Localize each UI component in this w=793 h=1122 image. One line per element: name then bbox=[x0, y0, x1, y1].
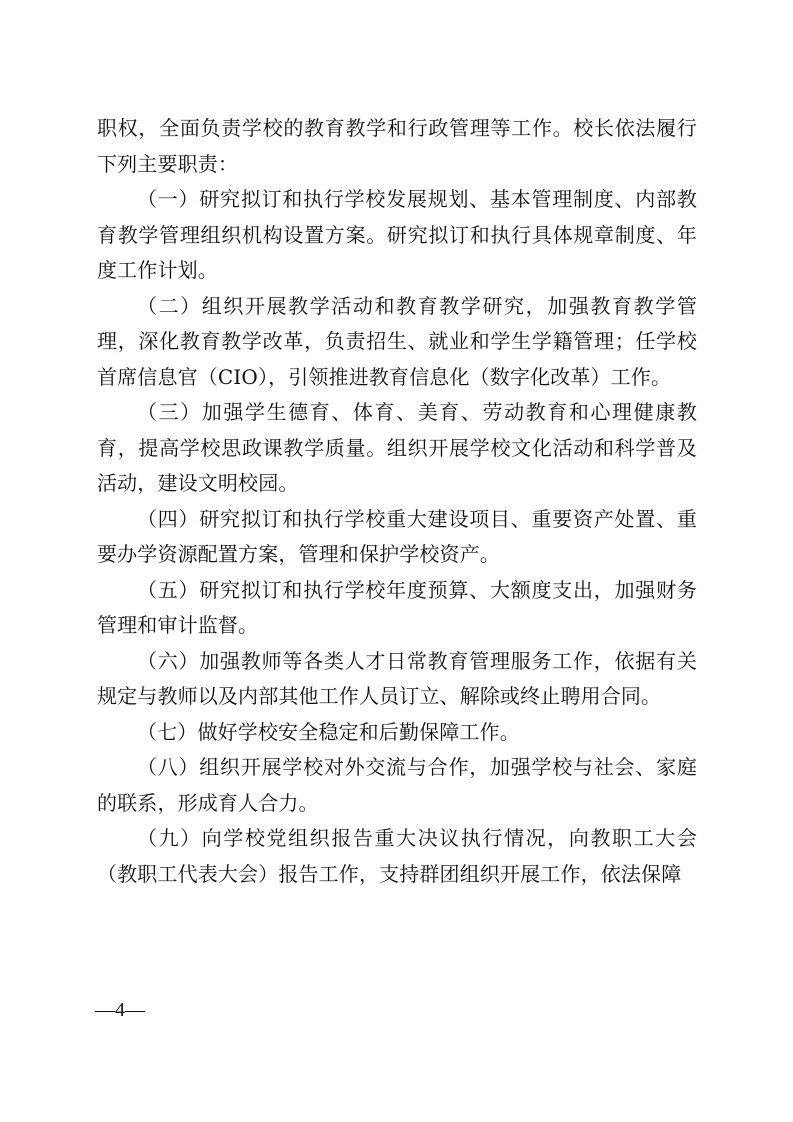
paragraph-duty-9: （九）向学校党组织报告重大决议执行情况，向教职工大会（教职工代表大会）报告工作，支持群团组织开展工作，依法保障 bbox=[97, 826, 697, 886]
paragraph-duty-7: （七）做好学校安全稳定和后勤保障工作。 bbox=[137, 719, 520, 744]
paragraph-continuation: 职权，全面负责学校的教育教学和行政管理等工作。校长依法履行下列主要职责： bbox=[97, 116, 697, 176]
paragraph-duty-3: （三）加强学生德育、体育、美育、劳动教育和心理健康教育，提高学校思政课教学质量。组织开展学校文化活动和科学普及活动，建设文明校园。 bbox=[97, 400, 697, 495]
paragraph-duty-6: （六）加强教师等各类人才日常教育管理服务工作，依据有关规定与教师以及内部其他工作人员订立、解除或终止聘用合同。 bbox=[97, 648, 697, 708]
page-number: —4— bbox=[95, 999, 145, 1021]
paragraph-duty-1: （一）研究拟订和执行学校发展规划、基本管理制度、内部教育教学管理组织机构设置方案。研究拟订和执行具体规章制度、年度工作计划。 bbox=[97, 187, 697, 282]
paragraph-duty-2: （二）组织开展教学活动和教育教学研究，加强教育教学管理，深化教育教学改革，负责招生、就业和学生学籍管理；任学校首席信息官（CIO），引领推进教育信息化（数字化改革）工作。 bbox=[97, 293, 697, 389]
paragraph-duty-5: （五）研究拟订和执行学校年度预算、大额度支出，加强财务管理和审计监督。 bbox=[97, 577, 697, 637]
paragraph-duty-4: （四）研究拟订和执行学校重大建设项目、重要资产处置、重要办学资源配置方案，管理和保护学校资产。 bbox=[97, 506, 697, 566]
document-body bbox=[97, 111, 697, 892]
paragraph-duty-8: （八）组织开展学校对外交流与合作，加强学校与社会、家庭的联系，形成育人合力。 bbox=[97, 755, 697, 815]
